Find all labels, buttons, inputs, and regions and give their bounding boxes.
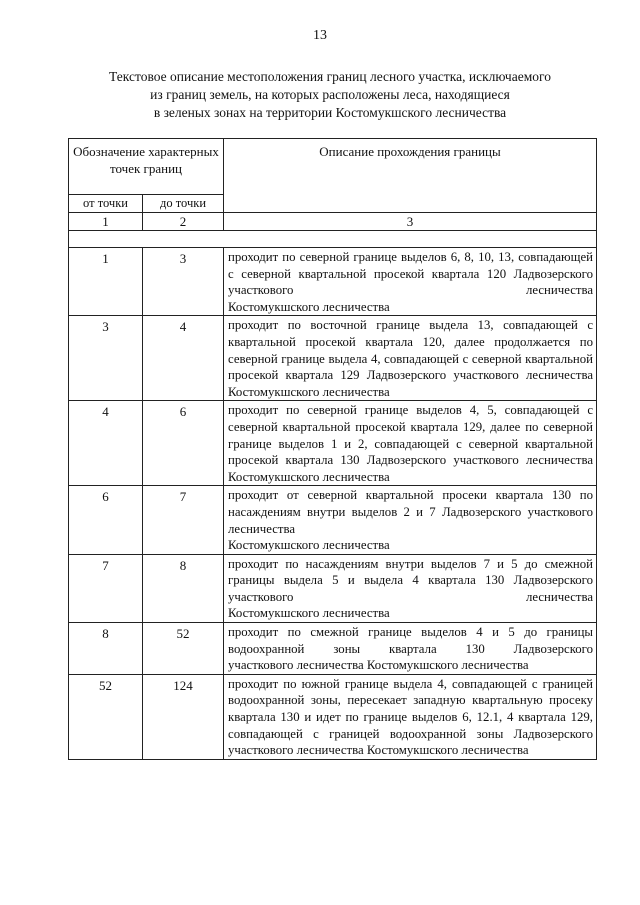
table-row xyxy=(69,554,597,622)
column-number: 2 xyxy=(143,213,224,231)
from-point: 6 xyxy=(69,486,143,554)
description-text: проходит по северной границе выделов 6, 8, 10, 13, совпадающей с северной квартальной просекой квартала 120 Ладвозерского участкового лесничества xyxy=(228,250,594,298)
description-text: проходит по северной границе выделов 4, 5, совпадающей с северной квартальной просекой квартала 129, далее по северной границе выделов 1 и 2, совпадающей с северной квартальной просекой квартала 130 Ладвозерского участкового лесничества xyxy=(228,403,594,468)
boundary-description xyxy=(224,486,597,554)
header-description: Описание прохождения границы xyxy=(224,139,597,213)
description-last-line: участкового лесничества Костомукшского лесничества xyxy=(228,658,529,673)
table-row xyxy=(69,674,597,759)
column-number: 1 xyxy=(69,213,143,231)
header-from: от точки xyxy=(69,195,143,213)
boundary-description xyxy=(224,316,597,401)
to-point: 4 xyxy=(143,316,224,401)
from-point: 52 xyxy=(69,674,143,759)
table-row xyxy=(69,316,597,401)
boundary-description xyxy=(224,248,597,316)
table-row xyxy=(69,248,597,316)
boundary-description xyxy=(224,554,597,622)
description-text: проходит по смежной границе выделов 4 и 5 до границы водоохранной зоны квартала 130 Ладвозерского xyxy=(228,625,594,656)
description-last-line: участкового лесничества Костомукшского лесничества xyxy=(228,743,529,758)
description-last-line: Костомукшского лесничества xyxy=(228,606,390,621)
from-point: 3 xyxy=(69,316,143,401)
spacer-row xyxy=(69,231,597,248)
from-point: 8 xyxy=(69,623,143,675)
to-point: 8 xyxy=(143,554,224,622)
table-row xyxy=(69,486,597,554)
description-last-line: Костомукшского лесничества xyxy=(228,299,390,314)
description-last-line: Костомукшского лесничества xyxy=(228,538,390,553)
header-points: Обозначение характерных точек границ xyxy=(69,139,224,195)
title-line: Текстовое описание местоположения границ лесного участка, исключаемого xyxy=(109,69,551,84)
to-point: 124 xyxy=(143,674,224,759)
page-number: 13 xyxy=(313,28,327,43)
boundary-description xyxy=(224,623,597,675)
description-last-line: Костомукшского лесничества xyxy=(228,469,390,484)
to-point: 6 xyxy=(143,401,224,486)
description-text: проходит по южной границе выдела 4, совпадающей с границей водоохранной зоны, пересекает западную квартальную просеку квартала 130 и идет по границе выделов 6, 12.1, 4 квартала 129, совпадающей с границей водоохранной зоны Ладвозерского xyxy=(228,676,594,741)
description-text: проходит по восточной границе выдела 13, совпадающей с квартальной просекой квартала 120, далее продолжается по северной границе выдела 4, совпадающей с северной квартальной просекой квартала 129 Ладвозерского участкового лесничества xyxy=(228,318,594,383)
boundary-description xyxy=(224,674,597,759)
to-point: 3 xyxy=(143,248,224,316)
table-row xyxy=(69,401,597,486)
document-title xyxy=(70,68,590,122)
boundary-table xyxy=(68,138,597,760)
title-line: из границ земель, на которых расположены леса, находящиеся xyxy=(150,87,510,102)
spacer-cell xyxy=(69,231,597,248)
column-number: 3 xyxy=(224,213,597,231)
title-line: в зеленых зонах на территории Костомукшского лесничества xyxy=(153,105,507,120)
table-row xyxy=(69,623,597,675)
from-point: 7 xyxy=(69,554,143,622)
description-text: проходит по насаждениям внутри выделов 7 и 5 до смежной границы выдела 5 и выдела 4 квартала 130 Ладвозерского участкового лесничества xyxy=(228,556,594,604)
from-point: 1 xyxy=(69,248,143,316)
header-to: до точки xyxy=(143,195,224,213)
boundary-description xyxy=(224,401,597,486)
to-point: 7 xyxy=(143,486,224,554)
description-last-line: Костомукшского лесничества xyxy=(228,384,390,399)
from-point: 4 xyxy=(69,401,143,486)
to-point: 52 xyxy=(143,623,224,675)
description-text: проходит от северной квартальной просеки квартала 130 по насаждениям внутри выделов 2 и 7 Ладвозерского участкового лесничества xyxy=(228,488,594,536)
